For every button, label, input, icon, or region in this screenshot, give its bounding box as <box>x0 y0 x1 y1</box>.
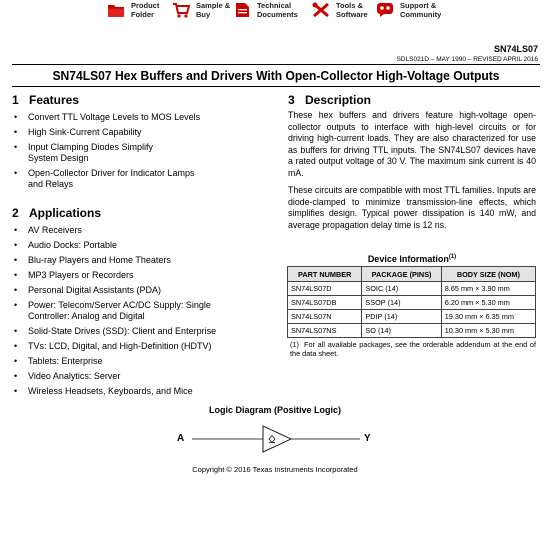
table-cell: 19.30 mm × 6.35 mm <box>441 310 535 324</box>
nav-tools-software[interactable] <box>312 2 368 19</box>
list-item: • Audio Docks: Portable <box>12 240 277 251</box>
table-cell: SN74LS07DB <box>288 296 362 310</box>
list-item: • Personal Digital Assistants (PDA) <box>12 285 277 296</box>
description-paragraph-2: These circuits are compatible with most TTL families. Inputs are diode-clamped to minimize transmission-line effects, which simplifies design. Typical power dissipation is 140 mW, and average propagation delay time is 12 ns. <box>288 185 536 230</box>
part-number: SN74LS07 <box>493 44 538 54</box>
section-title: Features <box>29 93 80 107</box>
nav-product-folder[interactable] <box>107 2 159 19</box>
list-item: • TVs: LCD, Digital, and High-Definition (HDTV) <box>12 341 277 352</box>
applications-heading <box>12 206 101 220</box>
list-item: • High Sink-Current Capability <box>12 127 277 138</box>
table-cell: 6.20 mm × 5.30 mm <box>441 296 535 310</box>
device-info-title-text: Device Information <box>367 254 449 264</box>
list-item: • Solid-State Drives (SSD): Client and Enterprise <box>12 326 277 337</box>
table-row <box>288 324 536 338</box>
features-heading <box>12 93 79 107</box>
table-cell: SSOP (14) <box>362 296 441 310</box>
list-item: • Video Analytics: Server <box>12 371 277 382</box>
table-cell: 10.30 mm × 5.30 mm <box>441 324 535 338</box>
tools-icon <box>312 2 330 18</box>
copyright: Copyright © 2016 Texas Instruments Incorporated <box>192 465 358 474</box>
footnote-text: For all available packages, see the orderable addendum at the end of the data sheet. <box>290 340 536 358</box>
list-item: • MP3 Players or Recorders <box>12 270 277 281</box>
list-item: • Blu-ray Players and Home Theaters <box>12 255 277 266</box>
community-icon <box>376 2 394 18</box>
device-info-title <box>288 254 536 264</box>
page-title: SN74LS07 Hex Buffers and Drivers With Open-Collector High-Voltage Outputs <box>52 68 500 83</box>
nav-label: Sample & Buy <box>196 1 231 19</box>
description-paragraph-1: These hex buffers and drivers feature high-voltage open-collector outputs to interface with high-level circuits or for driving high-current loads. They are also characterized for use as buffers for driving TTL inputs. The SN74LS07 devices have a rated output voltage of 30 V. The maximum sink current is 40 mA. <box>288 110 536 178</box>
footnote-number: (1) <box>290 340 299 349</box>
nav-label: Technical Documents <box>257 1 298 19</box>
device-info-table <box>287 266 536 338</box>
cart-icon <box>172 2 190 18</box>
output-label: Y <box>364 433 371 444</box>
footnote-ref: (1) <box>448 254 457 260</box>
section-title: Applications <box>29 206 102 220</box>
nav-technical-documents[interactable] <box>233 2 298 19</box>
table-cell: SN74LS07D <box>288 282 362 296</box>
table-row <box>288 310 536 324</box>
table-cell: SN74LS07N <box>288 310 362 324</box>
list-item: • Convert TTL Voltage Levels to MOS Levels <box>12 112 277 123</box>
nav-label: Support & Community <box>400 1 442 19</box>
table-footnote <box>290 341 536 358</box>
table-cell: PDIP (14) <box>362 310 441 324</box>
column-header: PART NUMBER <box>288 267 362 282</box>
list-item: • Wireless Headsets, Keyboards, and Mice <box>12 386 277 397</box>
list-item: • Tablets: Enterprise <box>12 356 277 367</box>
table-cell: SO (14) <box>362 324 441 338</box>
document-icon <box>233 2 251 18</box>
top-nav <box>0 0 560 24</box>
table-cell: SN74LS07NS <box>288 324 362 338</box>
folder-icon <box>107 2 125 18</box>
table-row <box>288 282 536 296</box>
description-heading <box>288 93 371 107</box>
section-number: 1 <box>12 93 19 107</box>
nav-label: Tools & Software <box>336 1 368 19</box>
section-number: 3 <box>288 93 295 107</box>
buffer-triangle <box>263 426 291 452</box>
nav-label: Product Folder <box>131 1 160 19</box>
list-item: • Open-Collector Driver for Indicator Lamps and Relays <box>12 168 277 190</box>
document-revision-line: SDLS021D – MAY 1990 – REVISED APRIL 2016 <box>396 56 538 63</box>
applications-list <box>12 225 277 397</box>
nav-sample-buy[interactable] <box>172 2 230 19</box>
list-item: • Power: Telecom/Server AC/DC Supply: Single Controller: Analog and Digital <box>12 300 277 322</box>
logic-diagram-title: Logic Diagram (Positive Logic) <box>208 405 342 415</box>
table-header-row <box>288 267 536 282</box>
table-row <box>288 296 536 310</box>
column-header: PACKAGE (PINS) <box>362 267 441 282</box>
column-header: BODY SIZE (NOM) <box>441 267 535 282</box>
table-cell: 8.65 mm × 3.90 mm <box>441 282 535 296</box>
features-list <box>12 112 277 190</box>
divider <box>12 64 540 65</box>
buffer-symbol <box>190 424 360 454</box>
list-item: • Input Clamping Diodes Simplify System Design <box>12 142 277 164</box>
divider <box>12 86 540 87</box>
nav-support-community[interactable] <box>376 2 441 19</box>
section-number: 2 <box>12 206 19 220</box>
list-item: • AV Receivers <box>12 225 277 236</box>
table-cell: SOIC (14) <box>362 282 441 296</box>
input-label: A <box>177 433 185 444</box>
section-title: Description <box>305 93 372 107</box>
